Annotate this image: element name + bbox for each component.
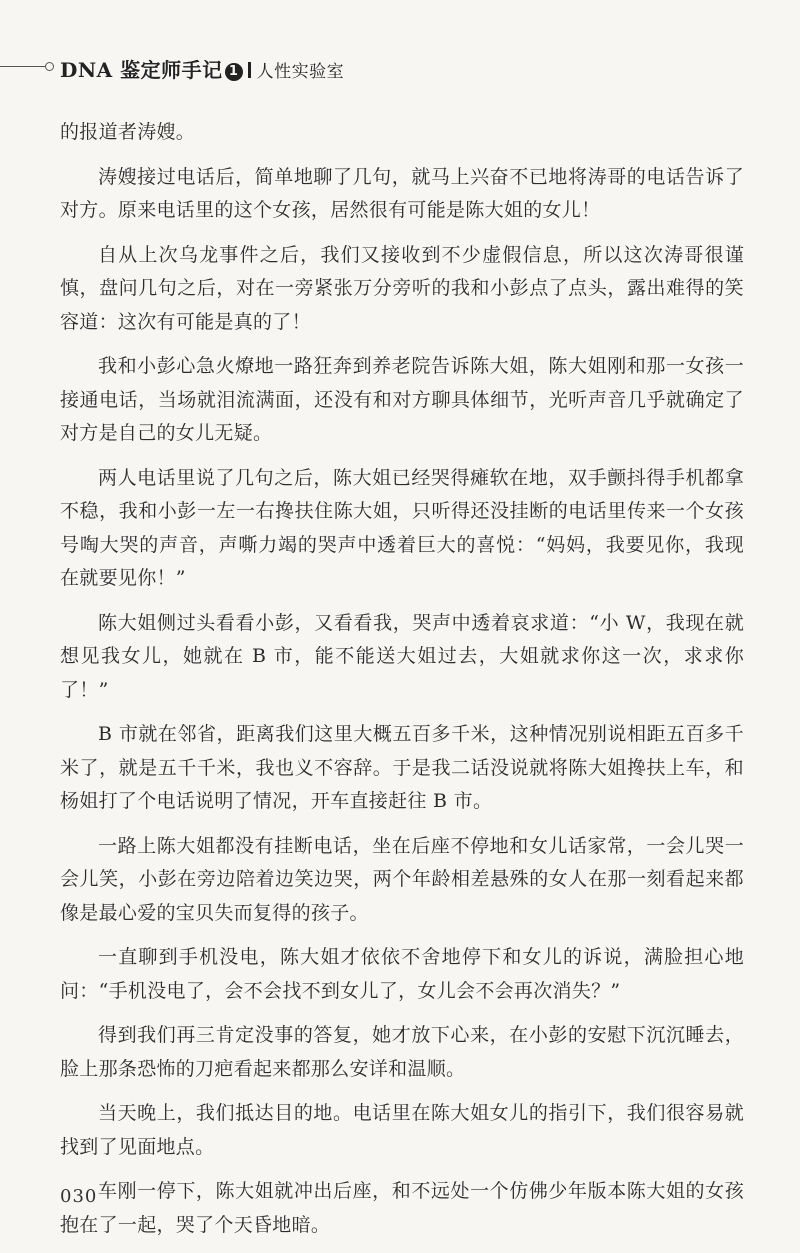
- paragraph: 当天晚上，我们抵达目的地。电话里在陈大姐女儿的指引下，我们很容易就找到了见面地点。: [60, 1102, 744, 1158]
- page-number: 030: [60, 1186, 98, 1207]
- paragraph: B 市就在邻省，距离我们这里大概五百多千米，这种情况别说相距五百多千米了，就是五千千米，我也义不容辞。于是我二话没说就将陈大姐搀扶上车，和杨姐打了个电话说明了情况，开车直接赶往 B 市。: [60, 723, 744, 812]
- paragraph: 一直聊到手机没电，陈大姐才依依不舍地停下和女儿的诉说，满脸担心地问：“手机没电了，会不会找不到女儿了，女儿会不会再次消失？”: [60, 946, 744, 1002]
- paragraph: 的报道者涛嫂。: [60, 121, 196, 143]
- header-rule: [0, 66, 46, 67]
- book-title-text: DNA 鉴定师手记: [60, 58, 223, 82]
- paragraph: 自从上次乌龙事件之后，我们又接收到不少虚假信息，所以这次涛哥很谨慎，盘问几句之后，对在一旁紧张万分旁听的我和小彭点了点头，露出难得的笑容道：这次有可能是真的了！: [60, 243, 744, 333]
- page-body: [60, 116, 744, 1253]
- paragraph: 两人电话里说了几句之后，陈大姐已经哭得瘫软在地，双手颤抖得手机都拿不稳，我和小彭一左一右搀扶住陈大姐，只听得还没挂断的电话里传来一个女孩号啕大哭的声音，声嘶力竭的哭声中透着巨大的喜悦：“妈妈，我要见你，我现在就要见你！”: [60, 466, 744, 589]
- header-separator: [248, 62, 251, 78]
- paragraph: 陈大姐侧过头看看小彭，又看看我，哭声中透着哀求道：“小 W，我现在就想见我女儿，她就在 B 市，能不能送大姐过去，大姐就求你这一次，求求你了！”: [60, 611, 744, 701]
- paragraph: 我和小彭心急火燎地一路狂奔到养老院告诉陈大姐，陈大姐刚和那一女孩一接通电话，当场就泪流满面，还没有和对方聊具体细节，光听声音几乎就确定了对方是自己的女儿无疑。: [60, 355, 744, 444]
- book-title: [60, 54, 344, 83]
- paragraph: 一路上陈大姐都没有挂断电话，坐在后座不停地和女儿话家常，一会儿哭一会儿笑，小彭在旁边陪着边笑边哭，两个年龄相差悬殊的女人在那一刻看起来都像是最心爱的宝贝失而复得的孩子。: [60, 834, 744, 924]
- volume-badge: 1: [225, 63, 243, 81]
- paragraph: 得到我们再三肯定没事的答复，她才放下心来，在小彭的安慰下沉沉睡去，脸上那条恐怖的刀疤看起来都那么安详和温顺。: [60, 1024, 744, 1080]
- paragraph: 涛嫂接过电话后，简单地聊了几句，就马上兴奋不已地将涛哥的电话告诉了对方。原来电话里的这个女孩，居然很有可能是陈大姐的女儿！: [60, 165, 744, 221]
- paragraph: 车刚一停下，陈大姐就冲出后座，和不远处一个仿佛少年版本陈大姐的女孩抱在了一起，哭了个天昏地暗。: [60, 1180, 744, 1236]
- book-subtitle: 人性实验室: [256, 62, 345, 82]
- header-circle-ornament: [45, 62, 54, 71]
- running-header: [0, 54, 800, 84]
